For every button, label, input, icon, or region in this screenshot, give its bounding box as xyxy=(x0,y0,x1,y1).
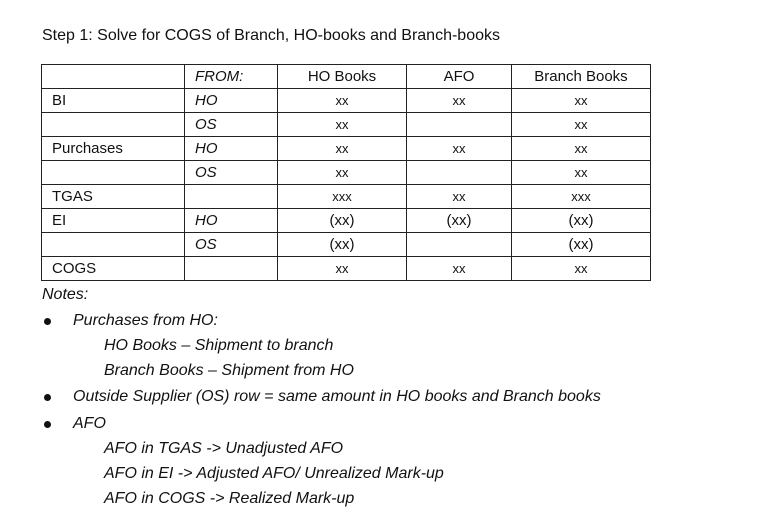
cell-ho: xx xyxy=(278,257,407,281)
cell-ho: xx xyxy=(278,161,407,185)
table-row xyxy=(42,233,651,257)
table-row xyxy=(42,257,651,281)
cell-branch-books: xx xyxy=(512,89,651,113)
header-label xyxy=(42,65,185,89)
cogs-table xyxy=(41,64,651,281)
row-label xyxy=(42,233,185,257)
cell-afo xyxy=(407,161,512,185)
row-label xyxy=(42,113,185,137)
row-label: EI xyxy=(42,209,185,233)
note-afo: AFO xyxy=(73,415,106,432)
cell-branch-books: (xx) xyxy=(512,209,651,233)
header-afo: AFO xyxy=(407,65,512,89)
cell-branch-books: xx xyxy=(512,113,651,137)
note-afo-cogs: AFO in COGS -> Realized Mark-up xyxy=(104,490,355,507)
table-header-row xyxy=(42,65,651,89)
row-label: TGAS xyxy=(42,185,185,209)
table-row xyxy=(42,185,651,209)
cell-ho: (xx) xyxy=(278,233,407,257)
table-row xyxy=(42,161,651,185)
header-ho-books: HO Books xyxy=(278,65,407,89)
note-ho-books-shipment: HO Books – Shipment to branch xyxy=(104,337,334,354)
row-from: HO xyxy=(185,209,278,233)
row-from: HO xyxy=(185,137,278,161)
header-branch-books: Branch Books xyxy=(512,65,651,89)
cell-afo: (xx) xyxy=(407,209,512,233)
bullet-icon xyxy=(44,318,51,325)
cell-afo: xx xyxy=(407,137,512,161)
cell-branch-books: xxx xyxy=(512,185,651,209)
note-afo-tgas: AFO in TGAS -> Unadjusted AFO xyxy=(104,440,344,457)
note-afo-ei: AFO in EI -> Adjusted AFO/ Unrealized Mark-up xyxy=(104,465,444,482)
cell-afo: xx xyxy=(407,185,512,209)
cell-branch-books: xx xyxy=(512,257,651,281)
cell-ho: xx xyxy=(278,113,407,137)
bullet-icon xyxy=(44,421,51,428)
notes-heading: Notes: xyxy=(42,286,89,303)
cell-afo: xx xyxy=(407,89,512,113)
note-branch-books-shipment: Branch Books – Shipment from HO xyxy=(104,362,354,379)
note-purchases-from-ho: Purchases from HO: xyxy=(73,312,218,329)
cell-ho: (xx) xyxy=(278,209,407,233)
bullet-icon xyxy=(44,394,51,401)
cell-afo: xx xyxy=(407,257,512,281)
cell-ho: xx xyxy=(278,89,407,113)
table-row xyxy=(42,209,651,233)
row-label xyxy=(42,161,185,185)
cell-afo xyxy=(407,233,512,257)
page-title: Step 1: Solve for COGS of Branch, HO-books and Branch-books xyxy=(42,27,500,44)
row-from: HO xyxy=(185,89,278,113)
row-label: BI xyxy=(42,89,185,113)
row-from xyxy=(185,185,278,209)
cell-branch-books: (xx) xyxy=(512,233,651,257)
row-from xyxy=(185,257,278,281)
row-from: OS xyxy=(185,233,278,257)
row-label: COGS xyxy=(42,257,185,281)
cell-branch-books: xx xyxy=(512,137,651,161)
header-from: FROM: xyxy=(185,65,278,89)
table-row xyxy=(42,89,651,113)
cell-ho: xx xyxy=(278,137,407,161)
table-row xyxy=(42,137,651,161)
row-label: Purchases xyxy=(42,137,185,161)
cell-afo xyxy=(407,113,512,137)
row-from: OS xyxy=(185,113,278,137)
row-from: OS xyxy=(185,161,278,185)
cell-branch-books: xx xyxy=(512,161,651,185)
note-outside-supplier: Outside Supplier (OS) row = same amount in HO books and Branch books xyxy=(73,388,601,405)
cell-ho: xxx xyxy=(278,185,407,209)
table-row xyxy=(42,113,651,137)
